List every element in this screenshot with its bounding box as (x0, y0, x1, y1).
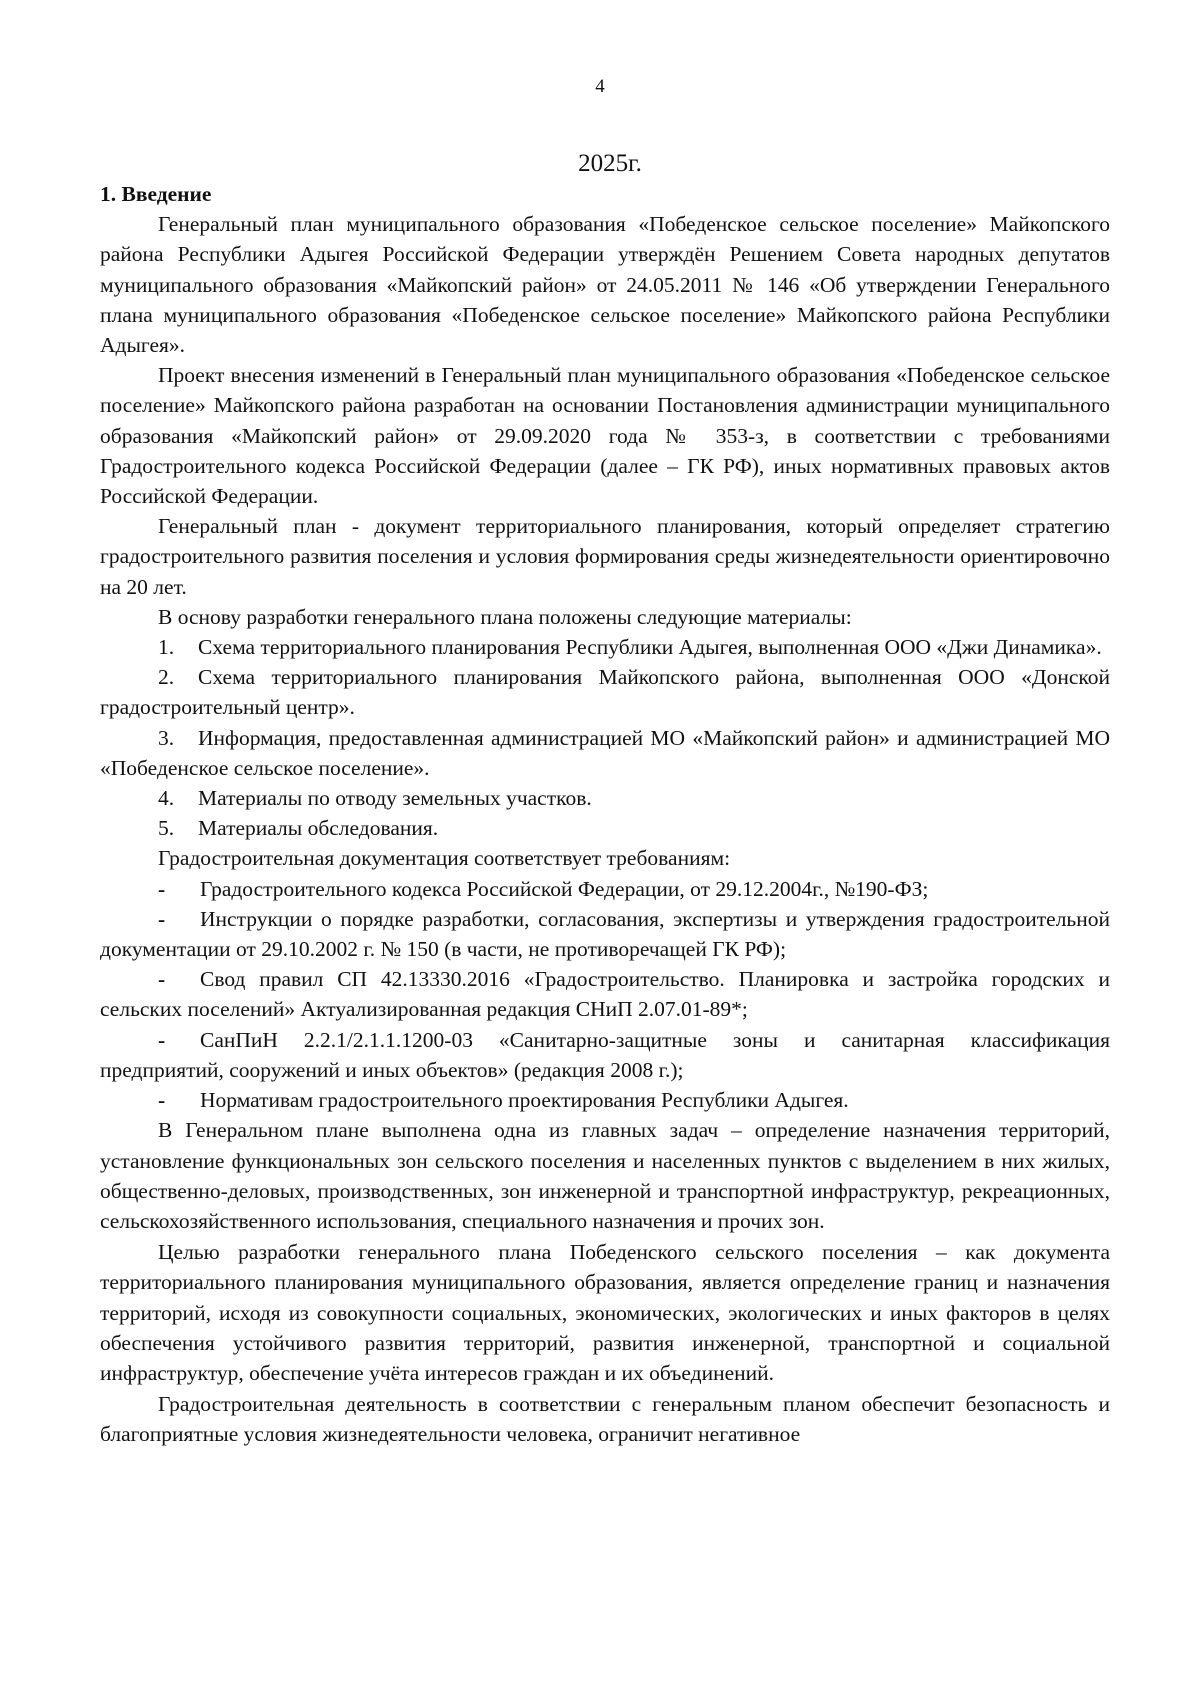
requirements-list-item (100, 874, 1110, 904)
section-heading: 1. Введение (100, 182, 212, 206)
materials-list-item (100, 783, 1110, 813)
requirements-list-item (100, 964, 1110, 1024)
list-item-text: Информация, предоставленная администрацией МО «Майкопский район» и администрацией МО «Победенское сельское поселение». (100, 725, 1110, 780)
list-item-text: Материалы обследования. (198, 816, 439, 841)
list-marker: - (158, 967, 166, 992)
list-item-text: Инструкции о порядке разработки, согласования, экспертизы и утверждения градостроительной документации от 29.10.2002 г. № 150 (в части, не противоречащей ГК РФ); (100, 906, 1110, 962)
requirements-list-item (100, 904, 1110, 964)
paragraph: Генеральный план муниципального образования «Победенское сельское поселение» Майкопского района Республики Адыгея Российской Федерации утверждён Решением Совета народных депутатов муниципального образования «Майкопский район» от 24.05.2011 № 146 «Об утверждении Генерального плана муниципального образования «Победенское сельское поселение» Майкопского района Республики Адыгея». (100, 212, 1110, 358)
materials-list-item (100, 632, 1110, 662)
document-year: 2025г. (578, 150, 642, 177)
list-marker: - (158, 1088, 166, 1113)
requirements-intro: Градостроительная документация соответствует требованиям: (158, 846, 731, 871)
requirements-list-item (100, 1085, 1110, 1115)
list-marker: 5. (158, 816, 175, 841)
materials-list-item (100, 662, 1110, 722)
paragraph: Проект внесения изменений в Генеральный план муниципального образования «Победенское сельское поселение» Майкопского района разработан на основании Постановления администрации муниципального образования «Майкопский район» от 29.09.2020 года № 353-з, в соответствии с требованиями Градостроительного кодекса Российской Федерации (далее – ГК РФ), иных нормативных правовых актов Российской Федерации. (100, 363, 1110, 509)
list-marker: - (158, 876, 166, 901)
list-item-text: Нормативам градостроительного проектирования Республики Адыгея. (200, 1088, 849, 1113)
materials-list-item (100, 723, 1110, 783)
list-item-text: Свод правил СП 42.13330.2016 «Градостроительство. Планировка и застройка городских и сельских поселений» Актуализированная редакция СНиП 2.07.01-89*; (100, 967, 1110, 1022)
list-marker: - (158, 906, 166, 931)
requirements-list-item (100, 1025, 1110, 1085)
page-number: 4 (595, 76, 605, 97)
paragraph: Целью разработки генерального плана Победенского сельского поселения – как документа территориального планирования муниципального образования, является определение границ и назначения территорий, исходя из совокупности социальных, экономических, экологических и иных факторов в целях обеспечения устойчивого развития территорий, развития инженерной, транспортной и социальной инфраструктур, обеспечение учёта интересов граждан и их объединений. (100, 1240, 1110, 1385)
paragraph: В основу разработки генерального плана положены следующие материалы: (158, 604, 852, 629)
list-marker: 3. (158, 725, 175, 750)
list-item-text: Материалы по отводу земельных участков. (198, 786, 592, 811)
list-marker: - (158, 1027, 166, 1052)
list-item-text: Схема территориального планирования Майкопского района, выполненная ООО «Донской градостроительный центр». (100, 665, 1110, 720)
materials-list-item (100, 813, 1110, 843)
list-item-text: СанПиН 2.2.1/2.1.1.1200-03 «Санитарно-защитные зоны и санитарная классификация предприятий, сооружений и иных объектов» (редакция 2008 г.); (100, 1027, 1110, 1082)
list-item-text: Градостроительного кодекса Российской Федерации, от 29.12.2004г., №190-ФЗ; (200, 876, 929, 901)
paragraph: Генеральный план - документ территориального планирования, который определяет стратегию градостроительного развития поселения и условия формирования среды жизнедеятельности ориентировочно на 20 лет. (100, 514, 1110, 599)
paragraph: В Генеральном плане выполнена одна из главных задач – определение назначения территорий, установление функциональных зон сельского поселения и населенных пунктов с выделением в них жилых, общественно-деловых, производственных, зон инженерной и транспортной инфраструктур, рекреационных, сельскохозяйственного использования, специального назначения и прочих зон. (100, 1118, 1110, 1233)
list-item-text: Схема территориального планирования Республики Адыгея, выполненная ООО «Джи Динамика». (198, 635, 1102, 660)
list-marker: 2. (158, 665, 175, 690)
paragraph: Градостроительная деятельность в соответствии с генеральным планом обеспечит безопасность и благоприятные условия жизнедеятельности человека, ограничит негативное (100, 1392, 1110, 1447)
section-introduction (100, 179, 1110, 1450)
list-marker: 4. (158, 786, 175, 811)
list-marker: 1. (158, 635, 175, 660)
